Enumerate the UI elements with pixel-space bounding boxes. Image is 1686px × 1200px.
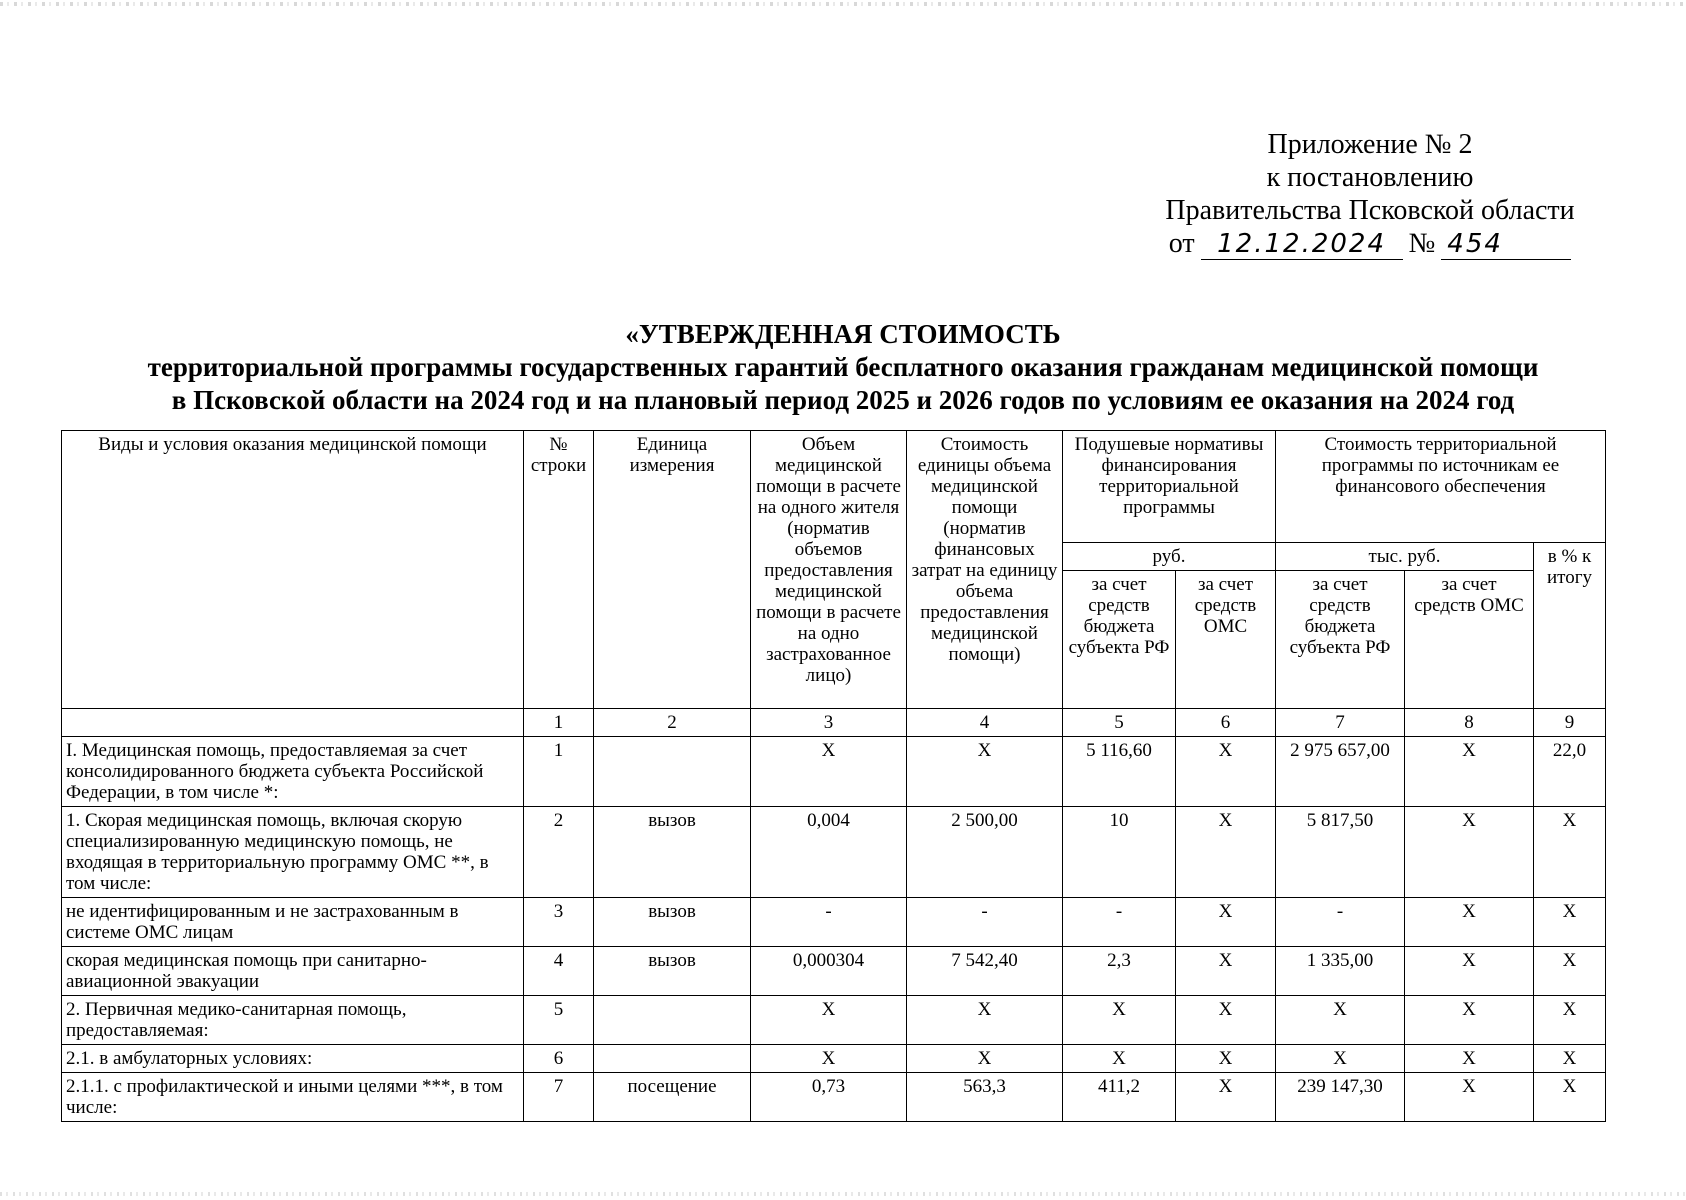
- row-unit-cost: 7 542,40: [907, 947, 1063, 996]
- row-kind: скорая медицинская помощь при санитарно-авиационной эвакуации: [62, 947, 524, 996]
- table-row: [62, 737, 1606, 807]
- scan-artifact-top: [0, 2, 1686, 6]
- row-unit: [594, 1045, 751, 1073]
- row-kind: 2. Первичная медико-санитарная помощь, предоставляемая:: [62, 996, 524, 1045]
- row-oms-rub: X: [1176, 807, 1276, 898]
- row-percent: X: [1534, 1073, 1606, 1122]
- header-budget-rub: за счет средств бюджета субъекта РФ: [1063, 571, 1176, 709]
- row-budget-thousand: 239 147,30: [1276, 1073, 1405, 1122]
- handwritten-date: 12.12.2024: [1201, 229, 1403, 260]
- header-oms-rub: за счет средств ОМС: [1176, 571, 1276, 709]
- table-row: [62, 996, 1606, 1045]
- header-percent-total: в % к итогу: [1534, 543, 1606, 709]
- header-program-cost: Стоимость территориальной программы по источникам ее финансового обеспечения: [1276, 431, 1606, 543]
- column-number-blank: [62, 709, 524, 737]
- row-budget-rub: -: [1063, 898, 1176, 947]
- column-number: 4: [907, 709, 1063, 737]
- header-volume: Объем медицинской помощи в расчете на одного жителя (норматив объемов предоставления медицинской помощи в расчете на одно застрахованное лицо): [751, 431, 907, 709]
- row-no: 1: [524, 737, 594, 807]
- row-budget-rub: 2,3: [1063, 947, 1176, 996]
- column-number: 9: [1534, 709, 1606, 737]
- row-oms-thousand: X: [1405, 737, 1534, 807]
- row-volume: 0,73: [751, 1073, 907, 1122]
- row-oms-rub: X: [1176, 996, 1276, 1045]
- row-unit: посещение: [594, 1073, 751, 1122]
- row-percent: X: [1534, 1045, 1606, 1073]
- header-row-no: № строки: [524, 431, 594, 709]
- row-no: 3: [524, 898, 594, 947]
- row-unit-cost: X: [907, 737, 1063, 807]
- row-budget-rub: X: [1063, 996, 1176, 1045]
- header-row-1: [62, 431, 1606, 543]
- annex-date-line: [1150, 227, 1590, 260]
- column-number-row: [62, 709, 1606, 737]
- header-unit: Единица измерения: [594, 431, 751, 709]
- title-line-3: в Псковской области на 2024 год и на плановый период 2025 и 2026 годов по условиям ее оказания на 2024 год: [171, 385, 1515, 415]
- row-budget-thousand: 1 335,00: [1276, 947, 1405, 996]
- annex-line-2: к постановлению: [1266, 162, 1474, 193]
- row-kind: не идентифицированным и не застрахованным в системе ОМС лицам: [62, 898, 524, 947]
- table-row: [62, 807, 1606, 898]
- title-line-1: «УТВЕРЖДЕННАЯ СТОИМОСТЬ: [625, 319, 1061, 349]
- row-no: 5: [524, 996, 594, 1045]
- annex-header: [1150, 128, 1590, 260]
- row-unit-cost: -: [907, 898, 1063, 947]
- row-oms-thousand: X: [1405, 996, 1534, 1045]
- row-unit-cost: 563,3: [907, 1073, 1063, 1122]
- row-unit-cost: X: [907, 1045, 1063, 1073]
- row-volume: 0,000304: [751, 947, 907, 996]
- row-budget-rub: 10: [1063, 807, 1176, 898]
- column-number: 8: [1405, 709, 1534, 737]
- header-per-capita: Подушевые нормативы финансирования территориальной программы: [1063, 431, 1276, 543]
- header-budget-thousand: за счет средств бюджета субъекта РФ: [1276, 571, 1405, 709]
- row-volume: X: [751, 1045, 907, 1073]
- row-oms-rub: X: [1176, 1045, 1276, 1073]
- row-unit: вызов: [594, 807, 751, 898]
- row-oms-rub: X: [1176, 1073, 1276, 1122]
- row-no: 6: [524, 1045, 594, 1073]
- row-oms-thousand: X: [1405, 807, 1534, 898]
- header-thousand-rub: тыс. руб.: [1276, 543, 1534, 571]
- handwritten-number: 454: [1441, 229, 1571, 260]
- row-budget-rub: X: [1063, 1045, 1176, 1073]
- header-rub: руб.: [1063, 543, 1276, 571]
- header-unit-cost: Стоимость единицы объема медицинской помощи (норматив финансовых затрат на единицу объема предоставления медицинской помощи): [907, 431, 1063, 709]
- row-budget-rub: 5 116,60: [1063, 737, 1176, 807]
- row-no: 4: [524, 947, 594, 996]
- title-line-2: территориальной программы государственных гарантий бесплатного оказания гражданам медицинской помощи: [147, 352, 1539, 382]
- number-label: №: [1408, 228, 1436, 259]
- from-label: от: [1168, 228, 1195, 259]
- row-oms-thousand: X: [1405, 1073, 1534, 1122]
- row-volume: X: [751, 737, 907, 807]
- row-kind: 1. Скорая медицинская помощь, включая скорую специализированную медицинскую помощь, не входящая в территориальную программу ОМС **, в том числе:: [62, 807, 524, 898]
- column-number: 2: [594, 709, 751, 737]
- column-number: 7: [1276, 709, 1405, 737]
- column-number: 3: [751, 709, 907, 737]
- column-number: 1: [524, 709, 594, 737]
- row-volume: -: [751, 898, 907, 947]
- row-volume: 0,004: [751, 807, 907, 898]
- row-kind: I. Медицинская помощь, предоставляемая за счет консолидированного бюджета субъекта Российской Федерации, в том числе *:: [62, 737, 524, 807]
- row-no: 7: [524, 1073, 594, 1122]
- row-budget-thousand: 5 817,50: [1276, 807, 1405, 898]
- scan-artifact-bottom: [0, 1192, 1686, 1196]
- row-budget-thousand: -: [1276, 898, 1405, 947]
- column-number: 6: [1176, 709, 1276, 737]
- row-percent: X: [1534, 996, 1606, 1045]
- row-percent: X: [1534, 898, 1606, 947]
- table-row: [62, 1045, 1606, 1073]
- table-row: [62, 947, 1606, 996]
- row-budget-rub: 411,2: [1063, 1073, 1176, 1122]
- row-oms-rub: X: [1176, 737, 1276, 807]
- header-oms-thousand: за счет средств ОМС: [1405, 571, 1534, 709]
- row-percent: 22,0: [1534, 737, 1606, 807]
- annex-line-1: Приложение № 2: [1267, 129, 1473, 160]
- document-title: [40, 318, 1646, 417]
- row-budget-thousand: X: [1276, 1045, 1405, 1073]
- row-budget-thousand: 2 975 657,00: [1276, 737, 1405, 807]
- row-percent: X: [1534, 807, 1606, 898]
- row-unit-cost: X: [907, 996, 1063, 1045]
- header-kinds: Виды и условия оказания медицинской помощи: [62, 431, 524, 709]
- row-oms-thousand: X: [1405, 947, 1534, 996]
- table-row: [62, 898, 1606, 947]
- row-unit: [594, 737, 751, 807]
- row-unit-cost: 2 500,00: [907, 807, 1063, 898]
- row-oms-thousand: X: [1405, 898, 1534, 947]
- row-budget-thousand: X: [1276, 996, 1405, 1045]
- cost-table: [61, 430, 1606, 1122]
- row-unit: вызов: [594, 898, 751, 947]
- row-oms-thousand: X: [1405, 1045, 1534, 1073]
- table-row: [62, 1073, 1606, 1122]
- row-no: 2: [524, 807, 594, 898]
- row-kind: 2.1. в амбулаторных условиях:: [62, 1045, 524, 1073]
- row-unit: вызов: [594, 947, 751, 996]
- row-oms-rub: X: [1176, 898, 1276, 947]
- row-volume: X: [751, 996, 907, 1045]
- annex-line-3: Правительства Псковской области: [1165, 195, 1575, 226]
- row-kind: 2.1.1. с профилактической и иными целями ***, в том числе:: [62, 1073, 524, 1122]
- row-unit: [594, 996, 751, 1045]
- row-percent: X: [1534, 947, 1606, 996]
- row-oms-rub: X: [1176, 947, 1276, 996]
- column-number: 5: [1063, 709, 1176, 737]
